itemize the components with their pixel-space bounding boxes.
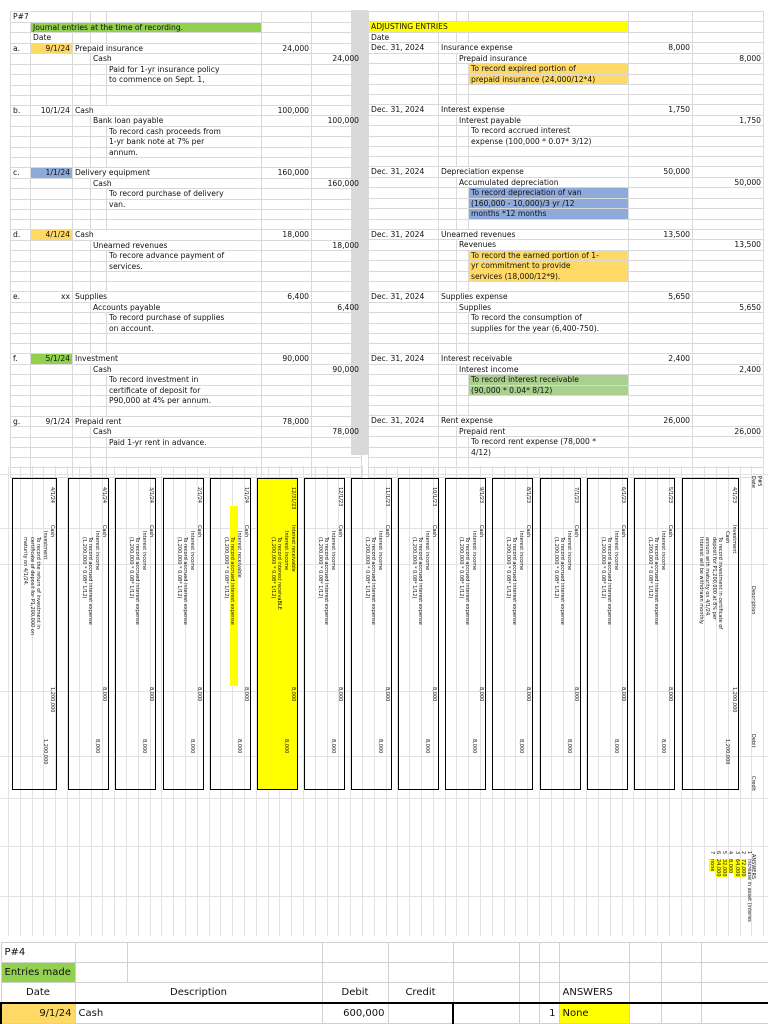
date-header: Date — [31, 33, 73, 44]
answer-number: 1 — [746, 851, 752, 855]
adj-debit-account: Rent expense — [439, 416, 629, 427]
rotated-entry-box — [257, 478, 298, 790]
rotated-debit-amount: 8,000 — [243, 687, 249, 702]
rotated-memo: deposit for P1,200,000 at 8% per — [710, 537, 717, 620]
entry-memo: annum. — [107, 147, 262, 158]
answer-number: 6 — [715, 851, 721, 855]
rotated-date: 4/1/24 — [101, 487, 107, 504]
rotated-debit-account: Cash — [148, 525, 154, 538]
col-header-credit: Credit — [388, 983, 453, 1004]
rotated-credit-amount: 8,000 — [566, 739, 572, 754]
top-section — [0, 0, 768, 460]
grid-line — [0, 474, 768, 475]
rotated-credit-account: Interest income — [189, 531, 195, 571]
rotated-memo: To record accrued interest expense — [182, 537, 188, 625]
adj-memo: To record the consumption of — [469, 313, 629, 324]
rotated-date: 12/31/23 — [290, 487, 296, 510]
adj-credit-account: Prepaid insurance — [457, 53, 629, 64]
rotated-memo: To record accrued interest expense — [653, 537, 659, 625]
adj-memo: 4/12) — [469, 447, 629, 458]
rotated-debit-amount: 8,000 — [384, 687, 390, 702]
adj-credit-account: Prepaid rent — [457, 426, 629, 437]
entries-made-label: Entries made — [1, 963, 75, 983]
debit-account: Prepaid insurance — [73, 43, 262, 54]
debit-amount: 160,000 — [262, 168, 312, 179]
rotated-credit-amount: 8,000 — [236, 739, 242, 754]
entry-memo: P90,000 at 4% per annum. — [107, 396, 262, 407]
rotated-credit-amount: 8,000 — [283, 739, 289, 754]
rotated-header-credit: Credit — [750, 776, 756, 792]
rotated-date: 9/1/23 — [478, 487, 484, 504]
adj-memo: supplies for the year (6,400-750). — [469, 323, 629, 334]
rotated-entry-box — [163, 478, 204, 790]
adj-memo: To record the earned portion of 1- — [469, 250, 629, 261]
rotated-memo: To record accrued interest expense — [464, 537, 470, 625]
adj-date: Dec. 31, 2024 — [369, 416, 439, 427]
rotated-memo: (1,200,000 * 0.08* 1/12) — [316, 537, 323, 599]
rotated-memo: (1,200,000 * 0.08* 1/12) — [599, 537, 606, 599]
col-header-description: Description — [75, 983, 322, 1004]
rotated-memo: To record accrued interest expense — [511, 537, 517, 625]
rotated-credit-amount: 8,000 — [141, 739, 147, 754]
rotated-debit-account: Cash — [243, 525, 249, 538]
adj-memo: To record accrued interest — [469, 126, 629, 137]
adj-debit-account: Insurance expense — [439, 43, 629, 54]
adj-credit-account: Revenues — [457, 240, 629, 251]
date-header: Date — [369, 32, 439, 43]
adj-debit-amount: 26,000 — [629, 416, 693, 427]
adj-credit-account: Interest income — [457, 364, 629, 375]
credit-account: Cash — [91, 178, 262, 189]
entry-letter: b. — [11, 105, 31, 116]
rotated-memo: (1,200,000 * 0.08* 1/12) — [457, 537, 464, 599]
rotated-memo: To record accrued interest expense — [417, 537, 423, 625]
rotated-memo: (1,200,000 * 0.08* 1/12) — [80, 537, 87, 599]
adj-date: Dec. 31, 2024 — [369, 354, 439, 365]
rotated-worksheet — [0, 466, 768, 936]
entry-letter: d. — [11, 230, 31, 241]
debit-account: Delivery equipment — [73, 168, 262, 179]
adj-date: Dec. 31, 2024 — [369, 292, 439, 303]
adj-memo: yr commitment to provide — [469, 261, 629, 272]
rotated-debit-amount: 8,000 — [667, 687, 673, 702]
answer-value: 72,000 — [739, 859, 746, 877]
debit-account: Cash — [73, 230, 262, 241]
entry-date: xx — [31, 292, 73, 303]
entry-debit: 600,000 — [322, 1003, 388, 1024]
rotated-problem-label: P#5 — [756, 476, 762, 487]
rotated-memo: annum with maturity on 4/1/24. — [704, 537, 711, 617]
rotated-memo: To record accrued interest expense — [87, 537, 93, 625]
entry-memo: van. — [107, 199, 262, 210]
rotated-header-description: Description — [750, 586, 756, 615]
answer-value: 32,000 — [721, 859, 728, 877]
rotated-debit-account: Cash — [525, 525, 531, 538]
entry-letter: c. — [11, 168, 31, 179]
adj-credit-amount: 8,000 — [693, 53, 764, 64]
rotated-credit-account: Interest income — [566, 531, 572, 571]
rotated-debit-account: Investment — [731, 525, 737, 554]
credit-amount: 90,000 — [312, 364, 362, 375]
rotated-debit-account: Cash — [196, 525, 202, 538]
adj-memo: To record expired portion of — [469, 64, 629, 75]
entry-memo: on account. — [107, 323, 262, 334]
rotated-credit-account: Interest income — [141, 531, 147, 571]
rotated-credit-amount: 8,000 — [330, 739, 336, 754]
bottom-problem-label: P#4 — [1, 943, 75, 963]
adj-date: Dec. 31, 2024 — [369, 167, 439, 178]
rotated-credit-amount: 8,000 — [377, 739, 383, 754]
adj-debit-account: Depreciation expense — [439, 167, 629, 178]
entry-credit — [388, 1003, 453, 1024]
answer-value: 64,000 — [733, 859, 740, 877]
answer-number: 4 — [727, 851, 734, 855]
entry-letter: f. — [11, 354, 31, 365]
answer-number: 1 — [539, 1003, 559, 1024]
credit-account: Cash — [91, 364, 262, 375]
rotated-memo: To record investment in certificate of — [717, 537, 723, 630]
credit-amount: 100,000 — [312, 116, 362, 127]
entry-account: Cash — [75, 1003, 322, 1024]
adj-debit-amount: 13,500 — [629, 229, 693, 240]
rotated-memo: (1,200,000 * 0.08* 1/12) — [363, 537, 370, 599]
rotated-credit-account: Cash — [724, 531, 730, 544]
rotated-memo: (1,200,000 * 0.08* 1/12) — [127, 537, 134, 599]
adj-debit-account: Supplies expense — [439, 292, 629, 303]
entry-memo: certificate of deposit for — [107, 385, 262, 396]
problem-label: P#7 — [11, 12, 73, 23]
rotated-debit-account: Cash — [431, 525, 437, 538]
rotated-debit-account: Cash — [101, 525, 107, 538]
rotated-credit-account: Interest income — [283, 531, 289, 571]
rotated-entry-box — [398, 478, 439, 790]
debit-amount: 24,000 — [262, 43, 312, 54]
col-header-date: Date — [1, 983, 75, 1004]
rotated-memo: To record the return of investment in — [35, 537, 41, 629]
right-header: ADJUSTING ENTRIES — [369, 22, 629, 33]
rotated-date: 6/1/23 — [620, 487, 626, 504]
adj-credit-account: Accumulated depreciation — [457, 177, 629, 188]
answer-number: 5 — [721, 851, 728, 855]
credit-amount: 78,000 — [312, 427, 362, 438]
grid-line — [0, 896, 768, 897]
rotated-entry-box — [682, 478, 739, 790]
rotated-credit-account: Interest income — [377, 531, 383, 571]
col-header-debit: Debit — [322, 983, 388, 1004]
rotated-memo: (1,200,000 * 0.08* 1/12) — [175, 537, 182, 599]
adj-credit-amount: 13,500 — [693, 240, 764, 251]
entry-memo: Paid for 1-yr insurance policy — [107, 64, 262, 75]
rotated-entry-box — [540, 478, 581, 790]
adj-memo: expense (100,000 * 0.07* 3/12) — [469, 136, 629, 147]
grid-line — [8, 466, 9, 936]
rotated-memo: To record accrued interest expense — [134, 537, 140, 625]
entry-memo: services. — [107, 261, 262, 272]
rotated-debit-amount: 8,000 — [148, 687, 154, 702]
entry-memo: 1-yr bank note at 7% per — [107, 137, 262, 148]
rotated-date: 4/1/23 — [731, 487, 737, 504]
rotated-debit-amount: 8,000 — [478, 687, 484, 702]
rotated-credit-account: Interest income — [471, 531, 477, 571]
rotated-memo: (1,200,000 * 0.08* 1/12) — [269, 537, 276, 599]
rotated-debit-amount: 8,000 — [337, 687, 343, 702]
credit-amount: 6,400 — [312, 302, 362, 313]
rotated-date: 2/1/24 — [196, 487, 202, 504]
grid-line — [0, 846, 768, 847]
rotated-credit-account: Interest income — [660, 531, 666, 571]
rotated-debit-amount: 1,200,000 — [49, 687, 55, 713]
rotated-date: 1/1/24 — [243, 487, 249, 504]
rotated-header-date: Date — [750, 476, 756, 488]
adjusting-entries-table — [368, 11, 764, 478]
entry-memo: To record cash proceeds from — [107, 126, 262, 137]
debit-amount: 18,000 — [262, 230, 312, 241]
entry-date: 9/1/24 — [1, 1003, 75, 1024]
rotated-date: 11/1/23 — [384, 487, 390, 507]
rotated-credit-amount: 8,000 — [424, 739, 430, 754]
rotated-debit-account: Cash — [667, 525, 673, 538]
rotated-entry-box — [492, 478, 533, 790]
rotated-entry-box — [12, 478, 57, 790]
rotated-debit-account: Cash — [337, 525, 343, 538]
rotated-credit-amount: 1,200,000 — [42, 739, 48, 765]
answer-value: 24,000 — [715, 859, 721, 877]
rotated-credit-account: Interest income — [330, 531, 336, 571]
adj-memo: prepaid insurance (24,000/12*4) — [469, 74, 629, 85]
rotated-debit-account: Cash — [478, 525, 484, 538]
credit-account: Bank loan payable — [91, 116, 262, 127]
adj-debit-amount: 8,000 — [629, 43, 693, 54]
entry-letter: a. — [11, 43, 31, 54]
rotated-date: 10/1/23 — [431, 487, 437, 507]
adj-date: Dec. 31, 2024 — [369, 229, 439, 240]
rotated-date: 5/1/23 — [667, 487, 673, 504]
adj-credit-amount: 50,000 — [693, 177, 764, 188]
rotated-date: 12/1/23 — [337, 487, 343, 507]
entry-memo: To record purchase of delivery — [107, 189, 262, 200]
rotated-entry-box — [351, 478, 392, 790]
rotated-memo: To record accrued interest expense — [370, 537, 376, 625]
debit-account: Cash — [73, 105, 262, 116]
adj-credit-account: Interest payable — [457, 115, 629, 126]
debit-amount: 100,000 — [262, 105, 312, 116]
rotated-date: 3/1/24 — [148, 487, 154, 504]
credit-amount: 24,000 — [312, 54, 362, 65]
entry-date: 4/1/24 — [31, 230, 73, 241]
adj-memo: (90,000 * 0.04* 8/12) — [469, 385, 629, 396]
rotated-memo: (1,200,000 * 0.08* 1/12) — [410, 537, 417, 599]
adj-memo: To record depreciation of van — [469, 188, 629, 199]
rotated-debit-amount: 1,200,000 — [731, 687, 737, 713]
adj-credit-amount: 1,750 — [693, 115, 764, 126]
debit-account: Supplies — [73, 292, 262, 303]
adj-credit-amount: 5,650 — [693, 302, 764, 313]
rotated-memo: To record accrued interest expense — [323, 537, 329, 625]
entry-date: 5/1/24 — [31, 354, 73, 365]
adj-debit-amount: 5,650 — [629, 292, 693, 303]
credit-account: Unearned revenues — [91, 240, 262, 251]
rotated-memo: To record accrued interest expense — [229, 537, 235, 625]
debit-amount: 78,000 — [262, 416, 312, 427]
rotated-memo: maturity on 4/1/24. — [22, 537, 29, 586]
rotated-debit-amount: 8,000 — [573, 687, 579, 702]
rotated-header-answers: ANSWERS — [750, 854, 756, 880]
rotated-memo: (1,200,000 * 0.08* 1/12) — [222, 537, 229, 599]
entry-memo: To record purchase of supplies — [107, 313, 262, 324]
rotated-memo: To record interest receivaBLE — [276, 537, 282, 610]
debit-account: Investment — [73, 354, 262, 365]
bottom-entries-table — [0, 942, 768, 1024]
grid-line — [0, 798, 768, 799]
adj-debit-amount: 2,400 — [629, 354, 693, 365]
rotated-memo: (1,200,000 * 0.08* 1/12) — [504, 537, 511, 599]
journal-entries-table — [10, 11, 362, 478]
rotated-credit-amount: 8,000 — [613, 739, 619, 754]
rotated-memo: (1,200,000 * 0.08* 1/12) — [552, 537, 559, 599]
adj-debit-account: Interest expense — [439, 105, 629, 116]
rotated-debit-amount: 8,000 — [620, 687, 626, 702]
rotated-debit-amount: 8,000 — [196, 687, 202, 702]
rotated-credit-amount: 8,000 — [94, 739, 100, 754]
answer-value: 8,000 — [727, 859, 734, 874]
rotated-credit-amount: 8,000 — [189, 739, 195, 754]
rotated-memo: To record accrued interest expense — [606, 537, 612, 625]
rotated-credit-account: Interest receivable — [236, 531, 242, 578]
rotated-entry-box — [115, 478, 156, 790]
credit-amount: 18,000 — [312, 240, 362, 251]
rotated-credit-account: Interest income — [424, 531, 430, 571]
entry-letter: g. — [11, 416, 31, 427]
debit-account: Prepaid rent — [73, 416, 262, 427]
rotated-debit-account: Interest receivable — [290, 525, 296, 572]
rotated-debit-account: Cash — [620, 525, 626, 538]
adj-date: Dec. 31, 2024 — [369, 43, 439, 54]
debit-amount: 90,000 — [262, 354, 312, 365]
rotated-debit-account: Cash — [49, 525, 55, 538]
rotated-debit-amount: 8,000 — [431, 687, 437, 702]
adj-credit-amount: 26,000 — [693, 426, 764, 437]
grid-line — [763, 466, 764, 936]
col-header-answers: ANSWERS — [559, 983, 629, 1004]
adj-memo: services (18,000/12*9). — [469, 271, 629, 282]
entry-memo: Paid 1-yr rent in advance. — [107, 437, 262, 448]
debit-amount: 6,400 — [262, 292, 312, 303]
rotated-entry-box — [445, 478, 486, 790]
rotated-date: 7/1/23 — [573, 487, 579, 504]
adj-memo: To record rent expense (78,000 * — [469, 437, 629, 448]
rotated-debit-amount: 8,000 — [525, 687, 531, 702]
entry-date: 1/1/24 — [31, 168, 73, 179]
adj-memo: months *12 months — [469, 209, 629, 220]
adj-date: Dec. 31, 2024 — [369, 105, 439, 116]
rotated-memo: (1,200,000 * 0.08* 1/12) — [646, 537, 653, 599]
rotated-memo: To record accrued interest expense — [559, 537, 565, 625]
answer-value: increase in asset (interes — [746, 859, 752, 922]
entry-memo: To record investment in — [107, 375, 262, 386]
rotated-debit-account: Cash — [573, 525, 579, 538]
entry-date: 10/1/24 — [31, 105, 73, 116]
credit-account: Accounts payable — [91, 302, 262, 313]
rotated-entry-box — [587, 478, 628, 790]
entry-date: 9/1/24 — [31, 43, 73, 54]
adj-debit-account: Interest receivable — [439, 354, 629, 365]
rotated-entry-box — [304, 478, 345, 790]
entry-memo: to commence on Sept. 1, — [107, 75, 262, 86]
rotated-date: 4/1/24 — [49, 487, 55, 504]
adj-memo: (160,000 - 10,000)/3 yr /12 — [469, 198, 629, 209]
adj-credit-amount: 2,400 — [693, 364, 764, 375]
rotated-entry-box — [68, 478, 109, 790]
rotated-debit-account: Cash — [384, 525, 390, 538]
answer-number: 3 — [733, 851, 740, 855]
adj-debit-amount: 1,750 — [629, 105, 693, 116]
rotated-credit-account: Interest income — [94, 531, 100, 571]
rotated-entry-box — [634, 478, 675, 790]
rotated-header-debit: Debit — [750, 734, 756, 748]
left-header: Journal entries at the time of recording. — [31, 22, 262, 33]
rotated-credit-account: Interest income — [518, 531, 524, 571]
rotated-memo: Interest will be withdrawn monthly. — [697, 537, 704, 625]
answer-value: none — [708, 859, 715, 872]
entry-date: 9/1/24 — [31, 416, 73, 427]
rotated-credit-amount: 8,000 — [518, 739, 524, 754]
answer-value: None — [559, 1003, 629, 1024]
credit-account: Cash — [91, 427, 262, 438]
rotated-entry-box — [210, 478, 251, 790]
adj-debit-amount: 50,000 — [629, 167, 693, 178]
answer-number: 2 — [739, 851, 746, 855]
rotated-debit-amount: 8,000 — [101, 687, 107, 702]
credit-amount: 160,000 — [312, 178, 362, 189]
adj-debit-account: Unearned revenues — [439, 229, 629, 240]
rotated-memo: certificate of deposit for P1,200,000 on — [28, 537, 35, 635]
rotated-credit-account: Interest income — [613, 531, 619, 571]
rotated-credit-account: Investment — [42, 531, 48, 560]
rotated-credit-amount: 1,200,000 — [724, 739, 730, 765]
rotated-debit-amount: 8,000 — [290, 687, 296, 702]
rotated-date: 8/1/23 — [525, 487, 531, 504]
answer-number: 7 — [708, 851, 715, 855]
credit-account: Cash — [91, 54, 262, 65]
adj-credit-account: Supplies — [457, 302, 629, 313]
entry-memo: To recore advance payment of — [107, 251, 262, 262]
entry-letter: e. — [11, 292, 31, 303]
rotated-credit-amount: 8,000 — [471, 739, 477, 754]
rotated-credit-amount: 8,000 — [660, 739, 666, 754]
adj-memo: To record interest receivable — [469, 375, 629, 386]
